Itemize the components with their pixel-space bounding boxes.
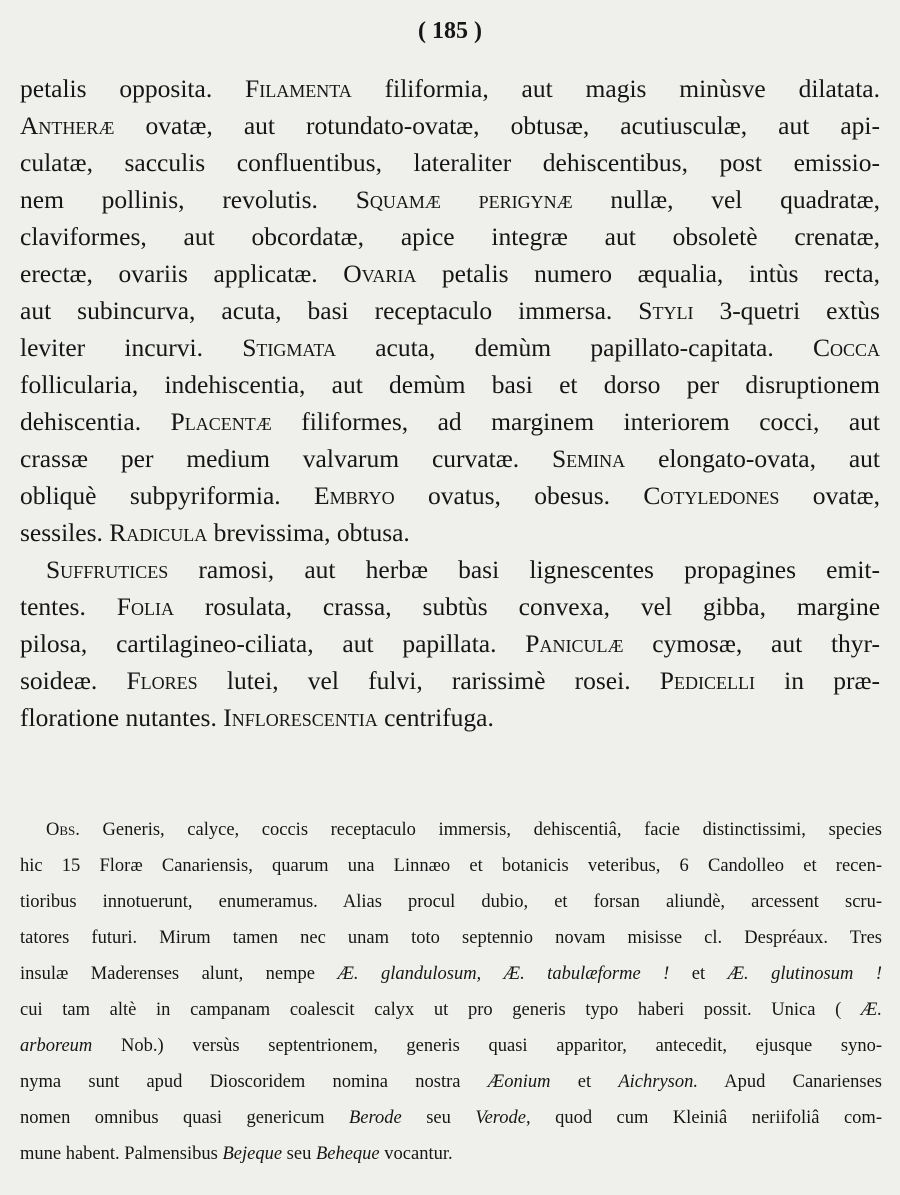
small-caps-term: Semina xyxy=(551,444,626,473)
italic-species-name: Verode xyxy=(475,1108,526,1128)
small-caps-term: Obs. xyxy=(46,820,80,840)
small-caps-term: Paniculæ xyxy=(525,629,624,658)
text-line xyxy=(20,514,880,551)
text-line xyxy=(20,255,880,292)
text-segment: petalis opposita. xyxy=(20,74,246,103)
small-caps-term: Pedicelli xyxy=(659,666,755,695)
text-line xyxy=(20,699,880,736)
small-caps-term: Styli xyxy=(638,296,694,325)
text-segment: in præ- xyxy=(754,666,880,695)
text-line xyxy=(20,1100,882,1136)
small-caps-term: Stigmata xyxy=(242,333,336,362)
text-line xyxy=(20,292,880,329)
small-caps-term: Ovaria xyxy=(343,259,417,288)
text-segment: et xyxy=(669,964,728,984)
small-caps-term: Filamenta xyxy=(245,74,352,103)
text-segment: claviformes, aut obcordatæ, apice integræ aut obsoletè crenatæ, xyxy=(20,222,880,251)
text-segment: tatores futuri. Mirum tamen nec unam toto septennio novam misisse cl. Despréaux. Tres xyxy=(20,928,882,948)
text-segment: centrifuga. xyxy=(377,703,494,732)
text-line xyxy=(20,956,882,992)
text-segment: erectæ, ovariis applicatæ. xyxy=(20,259,344,288)
text-line xyxy=(20,812,882,848)
small-caps-term: Squamæ perigynæ xyxy=(355,185,573,214)
text-segment: nomen omnibus quasi genericum xyxy=(20,1108,349,1128)
text-segment: ramosi, aut herbæ basi lignescentes propagines emit- xyxy=(168,555,880,584)
text-segment: nyma sunt apud Dioscoridem nomina nostra xyxy=(20,1072,488,1092)
text-segment: seu xyxy=(401,1108,476,1128)
text-segment: tentes. xyxy=(20,592,117,621)
text-segment: culatæ, sacculis confluentibus, lateraliter dehiscentibus, post emissio- xyxy=(20,148,880,177)
text-segment: floratione nutantes. xyxy=(20,703,224,732)
italic-species-name: Æonium xyxy=(487,1072,551,1092)
small-caps-term: Placentæ xyxy=(170,407,272,436)
text-segment: acuta, demùm papillato-capitata. xyxy=(335,333,813,362)
text-segment: ovatæ, xyxy=(779,481,880,510)
text-segment: rosulata, crassa, subtùs convexa, vel gibba, margine xyxy=(173,592,881,621)
text-line xyxy=(20,625,880,662)
text-segment: pilosa, cartilagineo-ciliata, aut papillata. xyxy=(20,629,526,658)
text-line xyxy=(20,551,880,588)
text-segment: seu xyxy=(282,1144,316,1164)
text-segment: obliquè subpyriformia. xyxy=(20,481,315,510)
text-segment: et xyxy=(550,1072,619,1092)
text-segment: Nob.) versùs septentrionem, generis quasi apparitor, antecedit, ejusque syno- xyxy=(92,1036,882,1056)
text-line xyxy=(20,1064,882,1100)
text-line xyxy=(20,588,880,625)
small-caps-term: Flores xyxy=(126,666,198,695)
text-segment: sessiles. xyxy=(20,518,110,547)
text-segment: mune habent. Palmensibus xyxy=(20,1144,223,1164)
text-segment: petalis numero æqualia, intùs recta, xyxy=(416,259,880,288)
text-segment: soideæ. xyxy=(20,666,127,695)
text-segment: ovatæ, aut rotundato-ovatæ, obtusæ, acutiusculæ, aut api- xyxy=(114,111,880,140)
text-segment: aut subincurva, acuta, basi receptaculo immersa. xyxy=(20,296,639,325)
small-caps-term: Suffrutices xyxy=(46,555,169,584)
text-line xyxy=(20,70,880,107)
text-line xyxy=(20,144,880,181)
text-line xyxy=(20,403,880,440)
text-segment: nullæ, vel quadratæ, xyxy=(572,185,880,214)
page-number: ( 185 ) xyxy=(418,18,482,44)
text-segment: lutei, vel fulvi, rarissimè rosei. xyxy=(197,666,660,695)
text-segment: Apud Canarienses xyxy=(698,1072,883,1092)
italic-species-name: arboreum xyxy=(20,1036,93,1056)
text-segment: Generis, calyce, coccis receptaculo immersis, dehiscentiâ, facie distinctissimi, species xyxy=(79,820,882,840)
small-caps-term: Folia xyxy=(116,592,174,621)
text-line xyxy=(20,920,882,956)
text-line xyxy=(20,181,880,218)
text-line xyxy=(20,329,880,366)
text-segment: nem pollinis, revolutis. xyxy=(20,185,356,214)
text-segment: brevissima, obtusa. xyxy=(207,518,410,547)
text-line xyxy=(20,440,880,477)
text-line xyxy=(20,884,882,920)
text-segment: ovatus, obesus. xyxy=(394,481,644,510)
text-line xyxy=(20,107,880,144)
text-segment: leviter incurvi. xyxy=(20,333,243,362)
italic-species-name: Aichryson. xyxy=(618,1072,698,1092)
small-caps-term: Embryo xyxy=(314,481,395,510)
text-segment: vocantur. xyxy=(379,1144,453,1164)
text-segment: tioribus innotuerunt, enumeramus. Alias procul dubio, et forsan aliundè, arcessent scru- xyxy=(20,892,882,912)
italic-species-name: Æ. xyxy=(860,1000,882,1020)
text-line xyxy=(20,662,880,699)
text-segment: cui tam altè in campanam coalescit calyx ut pro generis typo haberi possit. Unica ( xyxy=(20,1000,861,1020)
italic-species-name: Æ. glandulosum, Æ. tabulæforme ! xyxy=(337,964,670,984)
small-caps-term: Inflorescentia xyxy=(223,703,378,732)
text-segment: hic 15 Floræ Canariensis, quarum una Linnæo et botanicis veteribus, 6 Candolleo et recen- xyxy=(20,856,882,876)
italic-species-name: Bejeque xyxy=(222,1144,283,1164)
text-segment: dehiscentia. xyxy=(20,407,171,436)
text-line xyxy=(20,1136,882,1172)
small-caps-term: Antheræ xyxy=(20,111,115,140)
text-line xyxy=(20,366,880,403)
italic-species-name: Beheque xyxy=(315,1144,380,1164)
text-segment: filiformia, aut magis minùsve dilatata. xyxy=(351,74,880,103)
text-line xyxy=(20,1028,882,1064)
small-caps-term: Cocca xyxy=(812,333,880,362)
genus-description xyxy=(20,70,880,736)
text-segment: insulæ Maderenses alunt, nempe xyxy=(20,964,338,984)
text-line xyxy=(20,218,880,255)
text-segment: crassæ per medium valvarum curvatæ. xyxy=(20,444,552,473)
text-segment: elongato-ovata, aut xyxy=(625,444,881,473)
text-segment: cymosæ, aut thyr- xyxy=(623,629,881,658)
text-line xyxy=(20,992,882,1028)
text-segment: filiformes, ad marginem interiorem cocci, aut xyxy=(271,407,880,436)
observation-note xyxy=(20,812,882,1172)
text-segment: 3-quetri extùs xyxy=(693,296,880,325)
small-caps-term: Cotyledones xyxy=(643,481,780,510)
text-segment: follicularia, indehiscentia, aut demùm basi et dorso per disruptionem xyxy=(20,370,880,399)
text-line xyxy=(20,848,882,884)
italic-species-name: Æ. glutinosum ! xyxy=(727,964,882,984)
italic-species-name: Berode xyxy=(349,1108,402,1128)
small-caps-term: Radicula xyxy=(109,518,208,547)
text-segment: , quod cum Kleiniâ neriifoliâ com- xyxy=(526,1108,882,1128)
text-line xyxy=(20,477,880,514)
